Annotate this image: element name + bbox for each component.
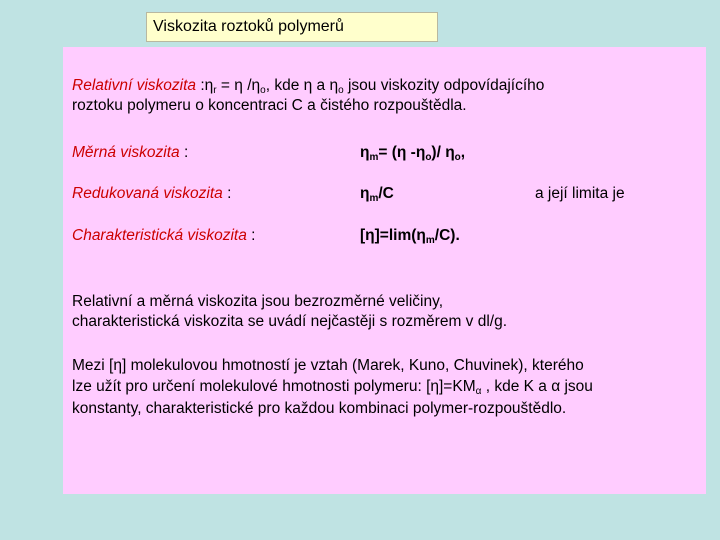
term-relative-viscosity: Relativní viskozita [72, 77, 197, 94]
paragraph-2-line-3: konstanty, charakteristické pro každou kombinaci polymer-rozpouštědlo. [72, 400, 567, 417]
intro-line-2: roztoku polymeru o koncentraci C a čistého rozpouštědla. [72, 97, 467, 114]
paragraph-2-line-1: Mezi [η] molekulovou hmotností je vztah (Marek, Kuno, Chuvinek), kterého [72, 357, 584, 374]
definition-reduced-label: Redukovaná viskozita : [72, 185, 232, 202]
definition-reduced-formula: $\eta_m/C$ [360, 185, 394, 204]
intro-line-1: Relativní viskozita $:\eta_r = \eta$ $/\eta_o$, kde η a $\eta_o$ jsou viskozity odpovídajícího [72, 77, 545, 96]
definition-reduced-note: a její limita je [535, 185, 625, 202]
content-panel [63, 47, 706, 494]
paragraph-1-line-2: charakteristická viskozita se uvádí nejčastěji s rozměrem v dl/g. [72, 313, 508, 330]
paragraph-1-line-1: Relativní a měrná viskozita jsou bezrozměrné veličiny, [72, 293, 444, 310]
slide-title: Viskozita roztoků polymerů [146, 12, 438, 42]
definition-specific-formula: $\eta_m= (\eta$ $-\eta_o)/$ $\eta_o$, [360, 144, 466, 163]
definition-intrinsic-formula: $[\eta]=\lim(\eta_m/C)$. [360, 227, 460, 246]
paragraph-2-line-2: lze užít pro určení molekulové hmotnosti polymeru: $[\eta]=KM_\alpha$ , kde K a α jsou [72, 378, 593, 397]
definition-intrinsic-label: Charakteristická viskozita : [72, 227, 256, 244]
definition-specific-label: Měrná viskozita : [72, 144, 189, 161]
